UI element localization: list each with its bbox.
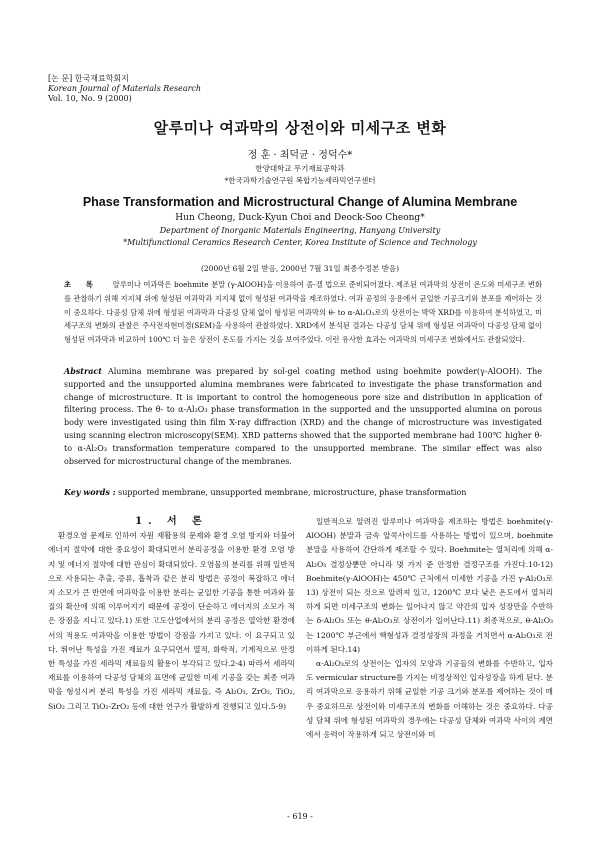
- page-number: - 619 -: [287, 812, 313, 821]
- abstract-korean: [64, 278, 542, 347]
- affiliation-korean: [0, 163, 600, 187]
- keywords-text: supported membrane, unsupported membrane, microstructure, phase transformation: [118, 488, 467, 497]
- abstract-korean-label: 초 록: [64, 280, 99, 289]
- authors-english: Hun Cheong, Duck-Kyun Choi and Deock-Soo Cheong*: [175, 213, 425, 223]
- title-korean: 알루미나 여과막의 상전이와 미세구조 변화: [153, 119, 447, 137]
- affiliation-korean-1: 한양대학교 무기재료공학과: [255, 164, 345, 173]
- authors-korean: 정 훈 · 최덕균 · 정덕수*: [247, 150, 353, 161]
- keywords-label: Key words :: [64, 487, 116, 497]
- affiliation-english: [0, 225, 600, 248]
- journal-name-en: Korean Journal of Materials Research: [48, 84, 202, 93]
- affiliation-english-1: Department of Inorganic Materials Engineering, Hanyang University: [159, 226, 441, 235]
- affiliation-korean-2: *한국과학기술연구원 복합기능세라믹연구센터: [224, 176, 376, 185]
- journal-header: [48, 74, 201, 104]
- right-column: [306, 515, 553, 742]
- journal-volume: Vol. 10, No. 9 (2000): [48, 94, 132, 103]
- abstract-english-label: Abstract: [64, 366, 102, 376]
- title-english: Phase Transformation and Microstructural Change of Alumina Membrane: [82, 195, 518, 209]
- abstract-korean-text: 알루미나 여과막은 boehmite 분말 (γ-AlOOH)을 이용하여 졸-겔 법으로 준비되어졌다. 제조된 여과막의 상전이 온도와 미세구조 변화를 관찰하기 위해 지지체 위에 형성된 여과막과 지지체 없이 형성된 여과막을 제조하였다. 여과 공정의 응용에서 균일한 기공크기와 분포를 제어하는 것이 중요하다. 다공성 담체 위에 형성된 여과막과 다공성 담체 없이 형성된 여과막의 θ- to α-Al₂O₃로의 상전이는 박막 XRD를 이용하여 분석하였고, 미세구조의 변화의 관찰은 주사전자현미경(SEM)을 사용하여 관찰하였다. XRD에서 분석된 결과는 다공성 담체 위에 형성된 여과막이 다공성 담체 없이 형성된 여과막과 비교하여 100℃ 더 높은 상전이 온도를 가지는 것을 보여주었다. 이런 유사한 효과는 여과막의 미세구조 변화에서도 관찰되었다.: [64, 280, 542, 345]
- right-paragraph-1: 일반적으로 알려진 알루미나 여과막을 제조하는 방법은 boehmite(γ-AlOOH) 분말과 금속 알콕사이드를 사용하는 방법이 있으며, boehmite 분말을 사용하여 간단하게 제조할 수 있다. Boehmite는 열처리에 의해 α-Al₂O₃ 결정상뿐만 아니라 몇 가지 준 안정한 결정구조를 가진다.10-12) Boehmite(γ-AlOOH)는 450℃ 근처에서 미세한 기공을 가진 γ-Al₂O₃로13) 상전이 되는 것으로 알려져 있고, 1200℃ 보다 낮은 온도에서 열처리하게 되면 미세구조의 변화는 일어나지 않고 약간의 입자 성장만을 수반하는 δ-Al₂O₃ 또는 θ-Al₂O₃로 상전이가 일어난다.11) 최종적으로, θ-Al₂O₃는 1200℃ 부근에서 핵형성과 결정성장의 과정을 거치면서 α-Al₂O₃로 전이하게 된다.14): [306, 517, 553, 654]
- received-dates: (2000년 6월 2일 받음, 2000년 7월 31일 최종수정본 받음): [200, 264, 399, 273]
- left-column: [48, 515, 295, 714]
- right-paragraph-2: α-Al₂O₃로의 상전이는 입자의 모양과 기공들의 변화를 수반하고, 입자도 vermicular structure를 가지는 비정상적인 입자성장을 하게 된다. 분리 여과막으로 응용하기 위해 균일한 기공 크기와 분포를 제어하는 것이 매우 중요하므로 상전이와 미세구조의 변화를 이해하는 것은 중요하다. 다공성 담체 위에 형성된 여과막의 경우에는 다공성 담체와 여과막 사이의 계면에서 응력이 작용하게 되고 상전이와 미: [306, 659, 553, 740]
- journal-name-ko: [논 문] 한국재료학회지: [48, 74, 129, 83]
- left-paragraph-1: 환경오염 문제로 인하여 자원 재활용의 문제와 환경 오염 방지와 더불어 에너지 절약에 대한 중요성이 확대되면서 분리공정을 이용한 환경 오염 방지 및 에너지 절약에 대한 관심이 확대되었다. 오염물의 분리를 위해 일반적으로 사용되는 추출, 증류, 흡착과 같은 분리 방법은 공정이 복잡하고 에너지 소모가 큰 반면에 여과막을 이용한 분리는 균일한 기공을 통한 여과와 물질의 확산에 의해 이루어지기 때문에 공정이 단순하고 에너지의 소모가 적은 장점을 지니고 있다.1) 또한 고도산업에서의 분리 공정은 열악한 환경에서의 적용도 여과막을 이용한 방법이 강점을 가지고 있다. 이 요구되고 있다. 뛰어난 특성을 가진 재료가 요구되면서 열적, 화학적, 기계적으로 안정한 특성을 가진 세라믹 재료들의 활용이 부각되고 있다.2-4) 따라서 세라믹 재료를 이용하여 다공성 담체의 표면에 균일한 미세 기공을 갖는 최종 여과막을 형성시켜 분리 특성을 가진 세라믹 재료들, 즉 Al₂O₃, ZrO₂, TiO₂, SiO₂ 그리고 TiO₂-ZrO₂ 등에 대한 연구가 활발하게 진행되고 있다.5-9): [48, 531, 295, 711]
- keywords: [64, 487, 542, 497]
- section-heading-introduction: 1. 서 론: [135, 516, 208, 527]
- abstract-english-text: Alumina membrane was prepared by sol-gel coating method using boehmite powder(γ-AlOOH). The supported and the unsupported alumina membranes were fabricated to investigate the phase transformation and change of microstructure. It is important to control the homogeneous pore size and distribution in application of filtering process. The θ- to α-Al₂O₃ phase transformation in the supported and the unsupported alumina on porous body were investigated using thin film X-ray diffraction (XRD) and the change of microstructure was investigated using scanning electron microscopy(SEM). XRD patterns showed that the supported membrane had 100℃ higher θ- to α-Al₂O₃ transformation temperature compared to the unsupported membrane. The similar effect was also observed for microstructural change of the membranes.: [64, 367, 542, 466]
- abstract-english: [64, 365, 542, 468]
- affiliation-english-2: *Multifunctional Ceramics Research Center, Korea Institute of Science and Technology: [123, 237, 477, 247]
